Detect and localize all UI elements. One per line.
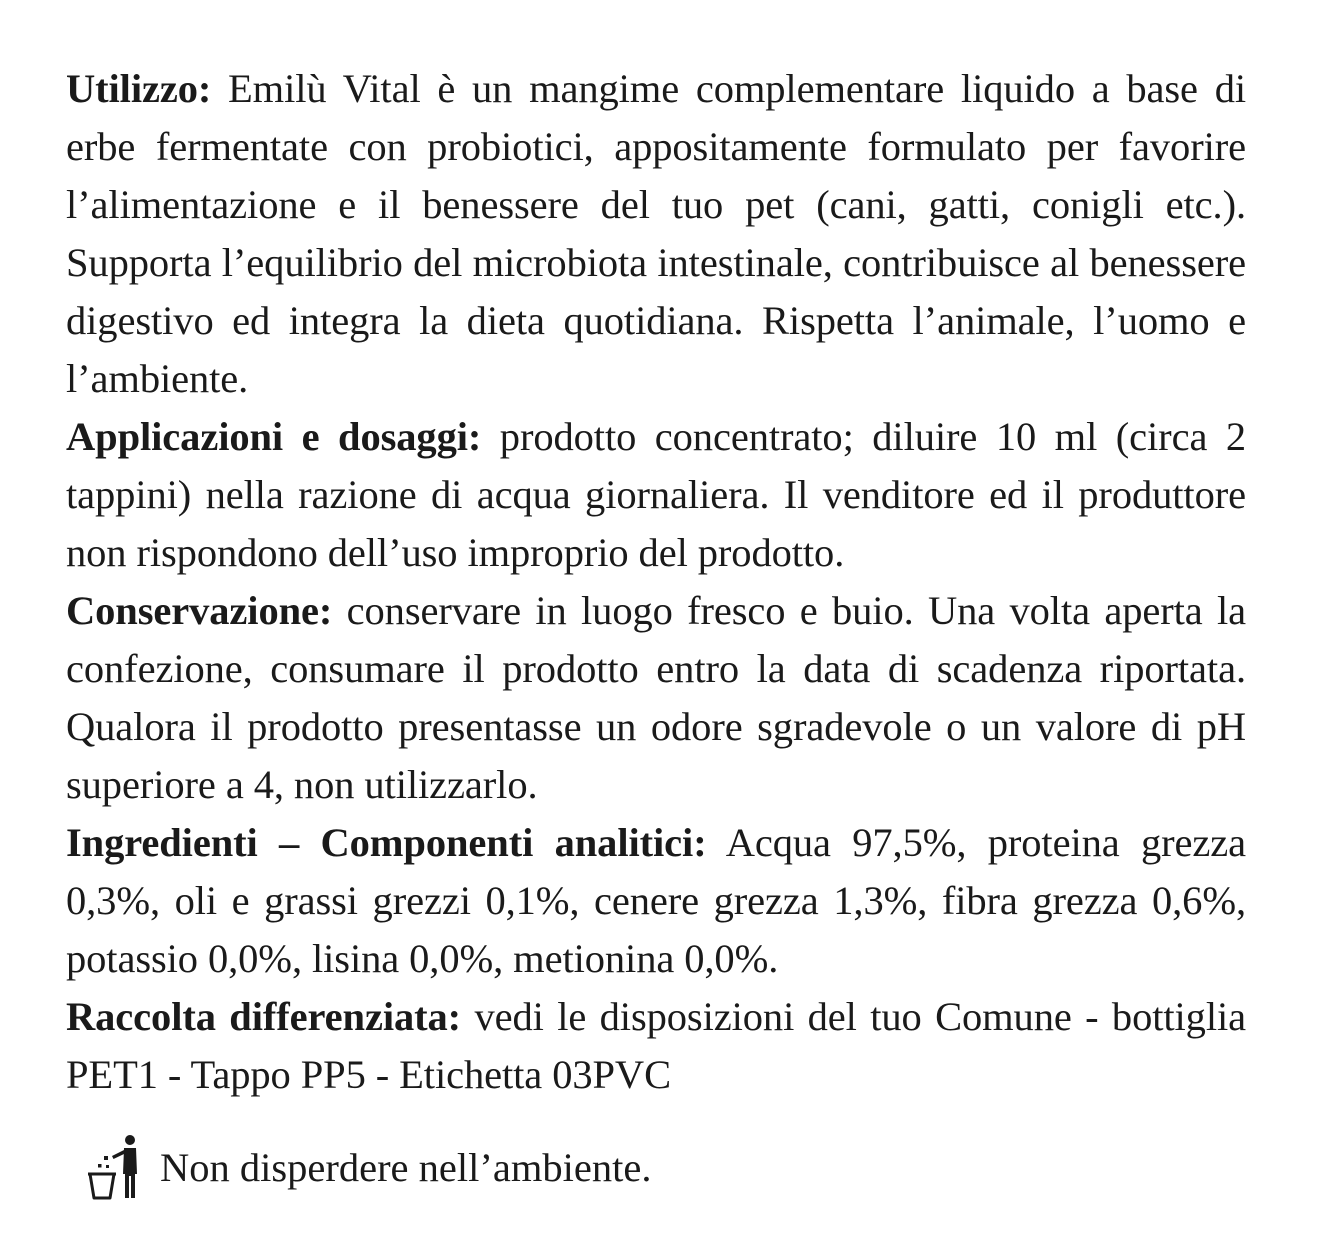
section-text: conservare in luogo fresco e buio. Una volta aperta la confezione, consumare il prodotto entro la data di scadenza riportata. Qualora il prodotto presentasse un odore sgradevole o un valore di pH superiore a 4, non utilizzarlo. — [66, 588, 1246, 807]
section-heading: Applicazioni e dosaggi: — [66, 414, 482, 459]
storage-section — [66, 582, 1246, 814]
usage-section — [66, 60, 1246, 408]
section-text: Acqua 97,5%, proteina grezza 0,3%, oli e grassi grezzi 0,1%, cenere grezza 1,3%, fibra grezza 0,6%, potassio 0,0%, lisina 0,0%, metionina 0,0%. — [66, 820, 1247, 981]
section-text: Emilù Vital è un mangime complementare liquido a base di erbe fermentate con probiotici, appositamente formulato per favorire l’alimentazione e il benessere del tuo pet (cani, gatti, conigli etc.). Supporta l’equilibrio del microbiota intestinale, contribuisce al benessere digestivo ed integra la dieta quotidiana. Rispetta l’animale, l’uomo e l’ambiente. — [66, 66, 1246, 401]
section-text: prodotto concentrato; diluire 10 ml (circa 2 tappini) nella razione di acqua giornaliera. Il venditore ed il produttore non rispondono dell’uso improprio del prodotto. — [66, 414, 1247, 575]
disposal-text: Non disperdere nell’ambiente. — [160, 1144, 652, 1190]
section-heading: Conservazione: — [66, 588, 333, 633]
product-label-text — [66, 60, 1246, 1104]
recycling-section — [66, 988, 1246, 1104]
dosage-section — [66, 408, 1246, 582]
disposal-notice — [84, 1132, 651, 1202]
section-heading: Raccolta differenziata: — [66, 994, 462, 1039]
ingredients-section — [66, 814, 1246, 988]
litter-bin-person-icon — [84, 1134, 148, 1200]
section-heading: Ingredienti – Componenti analitici: — [66, 820, 707, 865]
section-text: vedi le disposizioni del tuo Comune - bottiglia PET1 - Tappo PP5 - Etichetta 03PVC — [66, 994, 1247, 1097]
section-heading: Utilizzo: — [66, 66, 212, 111]
